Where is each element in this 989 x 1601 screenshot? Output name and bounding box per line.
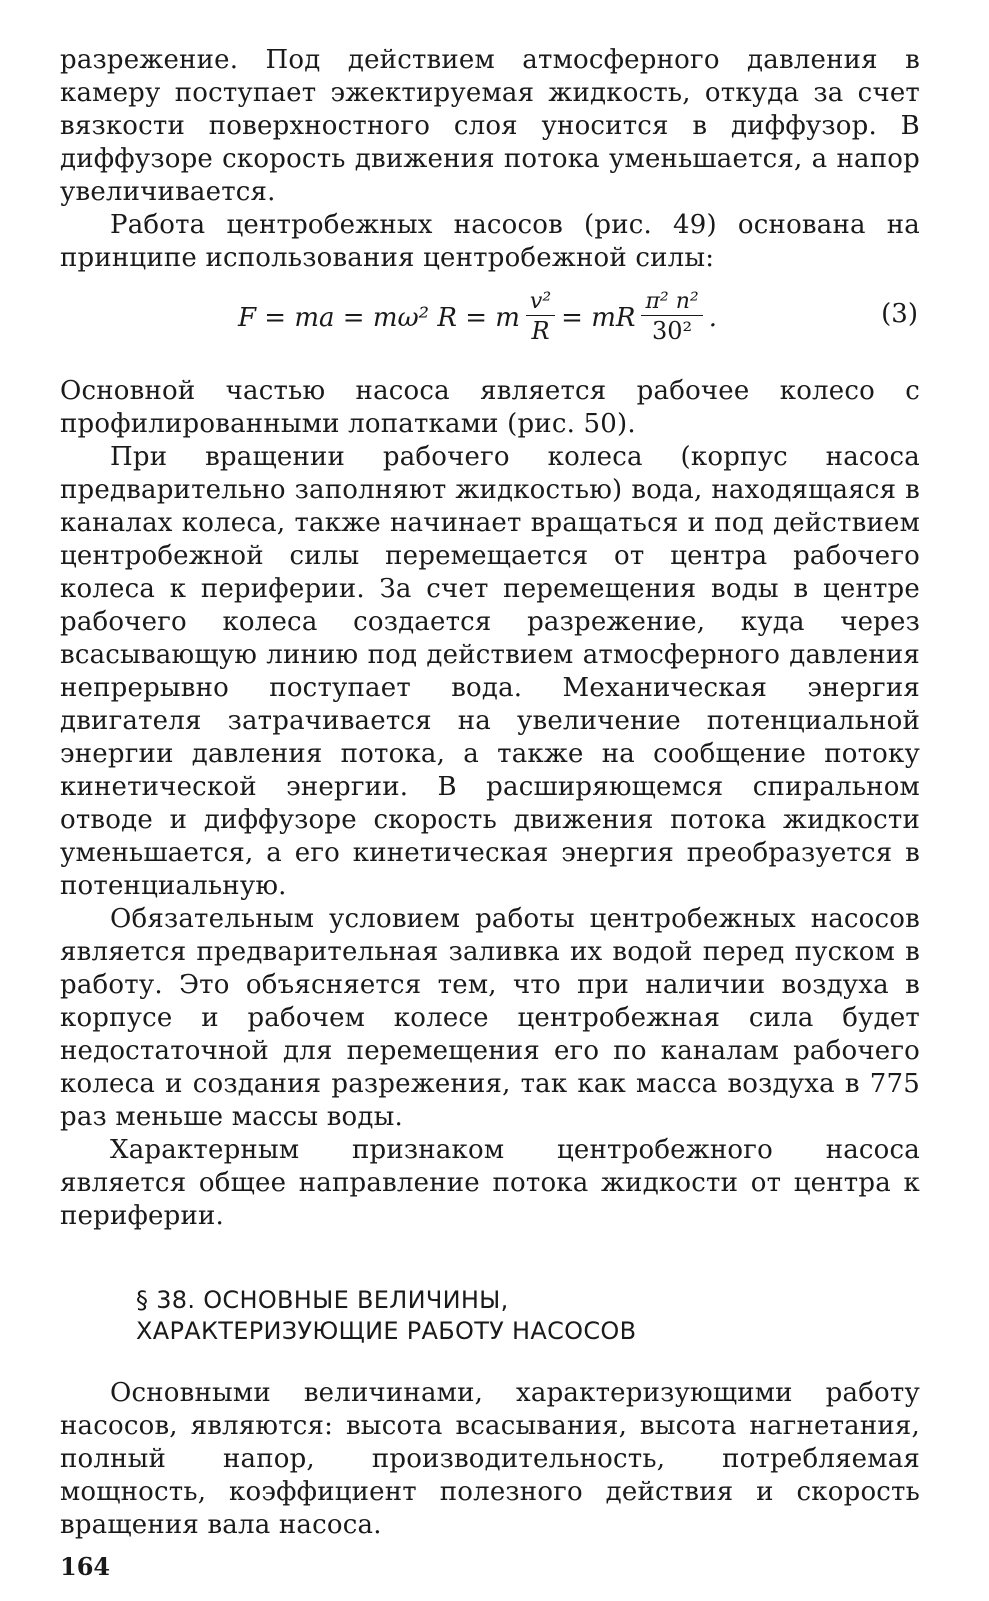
fraction-numerator: v² xyxy=(529,289,552,314)
formula-lhs: F = ma = mω² R = m xyxy=(238,302,520,333)
section-heading-line2: ХАРАКТЕРИЗУЮЩИЕ РАБОТУ НАСОСОВ xyxy=(136,1317,637,1345)
fraction-numerator: π² n² xyxy=(645,289,699,314)
paragraph-priming: Обязательным условием работы центробежных насосов является предварительная заливка их водой перед пуском в работу. Это объясняется тем, что при наличии воздуха в корпусе и рабочем колесе центробежная сила будет недостаточной для перемещения его по каналам рабочего колеса и создания разрежения, так как масса воздуха в 775 раз меньше массы воды. xyxy=(60,904,920,1132)
section-heading-line1: § 38. ОСНОВНЫЕ ВЕЛИЧИНЫ, xyxy=(136,1286,509,1314)
spacer xyxy=(60,1233,920,1285)
formula-fraction-velocity xyxy=(526,289,555,346)
fraction-denominator: R xyxy=(531,317,550,345)
spacer xyxy=(60,1347,920,1377)
paragraph-characteristic: Характерным признаком центробежного насоса является общее направление потока жидкости от центра к периферии. xyxy=(60,1135,920,1231)
formula-fraction-rotation xyxy=(641,289,702,346)
formula-mid: = mR xyxy=(561,302,636,333)
formula-expression xyxy=(238,289,717,346)
paragraph-rotation: При вращении рабочего колеса (корпус насоса предварительно заполняют жидкостью) вода, находящаяся в каналах колеса, также начинает вращаться и под действием центробежной силы перемещается от центра рабочего колеса к периферии. За счет перемещения воды в центре рабочего колеса создается разрежение, куда через всасывающую линию под действием атмосферного давления непрерывно поступает вода. Механическая энергия двигателя затрачивается на увеличение потенциальной энергии давления потока, а также на сообщение потоку кинетической энергии. В расширяющемся спиральном отводе и диффузоре скорость движения потока жидкости уменьшается, а его кинетическая энергия преобразуется в потенциальную. xyxy=(60,442,920,901)
fraction-denominator: 30² xyxy=(652,317,693,345)
paragraph-ejector-end: разрежение. Под действием атмосферного давления в камеру поступает эжектируемая жидкость, откуда за счет вязкости поверхностного слоя уносится в диффузор. В диффузоре скорость движения потока уменьшается, а напор увеличивается. xyxy=(60,45,920,207)
page-content xyxy=(60,44,920,1542)
formula-centrifugal-force xyxy=(60,277,920,371)
paragraph-centrifugal-intro: Работа центробежных насосов (рис. 49) основана на принципе использования центробежной силы: xyxy=(60,210,920,273)
paragraph-main-quantities: Основными величинами, характеризующими работу насосов, являются: высота всасывания, высота нагнетания, полный напор, производительность, потребляемая мощность, коэффициент полезного действия и скорость вращения вала насоса. xyxy=(60,1378,920,1540)
formula-end: . xyxy=(708,302,717,333)
paragraph-impeller: Основной частью насоса является рабочее колесо с профилированными лопатками (рис. 50). xyxy=(60,376,920,439)
formula-number: (3) xyxy=(881,299,918,329)
page-number: 164 xyxy=(60,1552,111,1581)
